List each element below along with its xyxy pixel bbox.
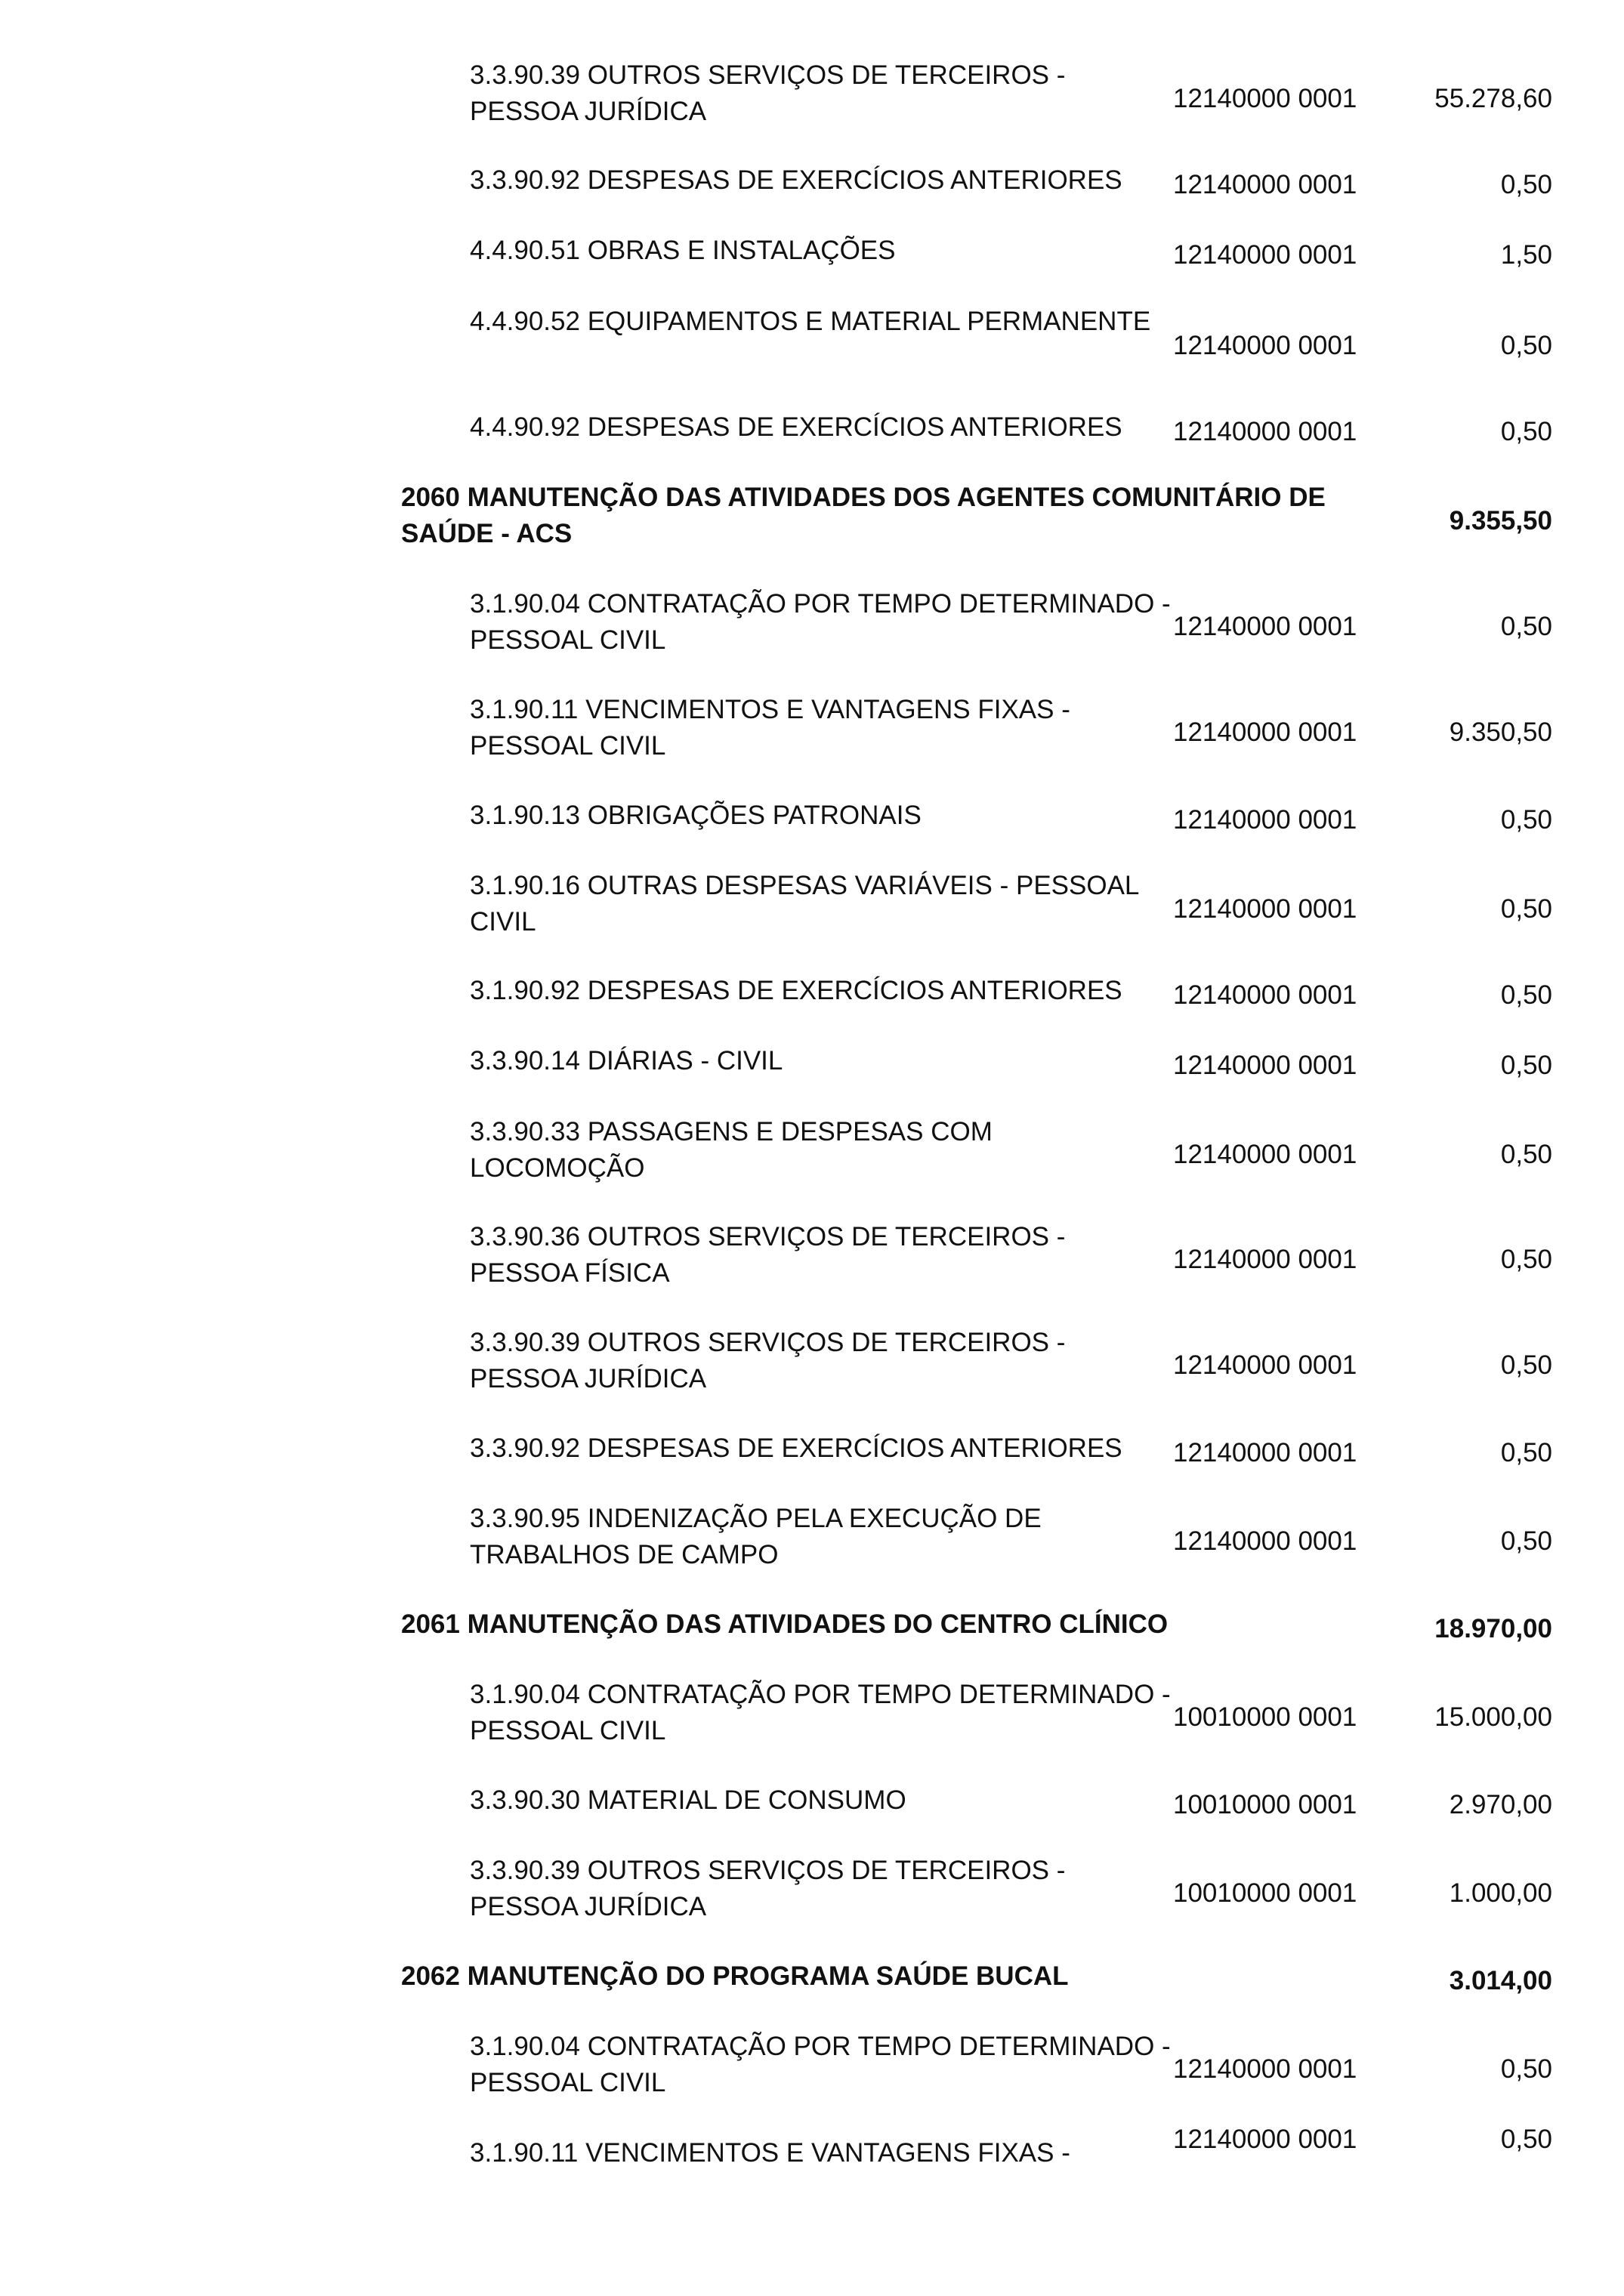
group-total: 18.970,00 (1434, 1614, 1552, 1643)
item-description: 3.1.90.11 VENCIMENTOS E VANTAGENS FIXAS - PESSOAL CIVIL (470, 695, 1070, 761)
item-description: 4.4.90.51 OBRAS E INSTALAÇÕES (470, 236, 896, 265)
item-value: 0,50 (1500, 1438, 1552, 1467)
item-value: 0,50 (1500, 417, 1552, 446)
item-value: 1.000,00 (1449, 1878, 1552, 1908)
resource-code: 12140000 0001 (1173, 718, 1357, 747)
item-value: 0,50 (1500, 1350, 1552, 1380)
item-value: 0,50 (1500, 331, 1552, 360)
item-description: 4.4.90.52 EQUIPAMENTOS E MATERIAL PERMANENTE (470, 307, 1151, 336)
resource-code: 12140000 0001 (1173, 1350, 1357, 1380)
item-description: 3.3.90.39 OUTROS SERVIÇOS DE TERCEIROS - PESSOA JURÍDICA (470, 1856, 1066, 1921)
item-description: 4.4.90.92 DESPESAS DE EXERCÍCIOS ANTERIORES (470, 412, 1122, 442)
resource-code: 12140000 0001 (1173, 84, 1357, 113)
group-title: 2062 MANUTENÇÃO DO PROGRAMA SAÚDE BUCAL (401, 1961, 1069, 1991)
item-description: 3.3.90.92 DESPESAS DE EXERCÍCIOS ANTERIORES (470, 165, 1122, 195)
item-value: 1,50 (1500, 240, 1552, 270)
group-title: 2061 MANUTENÇÃO DAS ATIVIDADES DO CENTRO CLÍNICO (401, 1609, 1169, 1639)
item-value: 0,50 (1500, 1051, 1552, 1080)
item-description: 3.1.90.11 VENCIMENTOS E VANTAGENS FIXAS - (470, 2138, 1070, 2168)
resource-code: 12140000 0001 (1173, 805, 1357, 835)
item-value: 0,50 (1500, 1140, 1552, 1169)
resource-code: 10010000 0001 (1173, 1790, 1357, 1819)
resource-code: 10010000 0001 (1173, 1702, 1357, 1732)
item-description: 3.1.90.04 CONTRATAÇÃO POR TEMPO DETERMINADO - PESSOAL CIVIL (470, 2032, 1171, 2097)
group-total: 3.014,00 (1449, 1966, 1552, 1995)
resource-code: 12140000 0001 (1173, 1051, 1357, 1080)
resource-code: 12140000 0001 (1173, 1140, 1357, 1169)
item-value: 9.350,50 (1449, 718, 1552, 747)
item-description: 3.1.90.16 OUTRAS DESPESAS VARIÁVEIS - PESSOAL CIVIL (470, 871, 1139, 937)
resource-code: 10010000 0001 (1173, 1878, 1357, 1908)
item-value: 0,50 (1500, 894, 1552, 924)
item-description: 3.3.90.30 MATERIAL DE CONSUMO (470, 1785, 906, 1815)
resource-code: 12140000 0001 (1173, 1245, 1357, 1274)
item-description: 3.3.90.95 INDENIZAÇÃO PELA EXECUÇÃO DE TRABALHOS DE CAMPO (470, 1504, 1042, 1569)
item-value: 0,50 (1500, 2125, 1552, 2154)
resource-code: 12140000 0001 (1173, 1438, 1357, 1467)
resource-code: 12140000 0001 (1173, 417, 1357, 446)
item-value: 0,50 (1500, 1526, 1552, 1556)
resource-code: 12140000 0001 (1173, 980, 1357, 1010)
item-value: 0,50 (1500, 805, 1552, 835)
item-description: 3.3.90.14 DIÁRIAS - CIVIL (470, 1046, 783, 1075)
item-value: 2.970,00 (1449, 1790, 1552, 1819)
item-value: 0,50 (1500, 1245, 1552, 1274)
item-description: 3.3.90.33 PASSAGENS E DESPESAS COM LOCOMOÇÃO (470, 1117, 993, 1183)
item-value: 55.278,60 (1434, 84, 1552, 113)
resource-code: 12140000 0001 (1173, 1526, 1357, 1556)
item-description: 3.1.90.92 DESPESAS DE EXERCÍCIOS ANTERIORES (470, 976, 1122, 1005)
item-description: 3.3.90.39 OUTROS SERVIÇOS DE TERCEIROS - PESSOA JURÍDICA (470, 60, 1066, 126)
resource-code: 12140000 0001 (1173, 331, 1357, 360)
group-title: 2060 MANUTENÇÃO DAS ATIVIDADES DOS AGENTES COMUNITÁRIO DE SAÚDE - ACS (401, 483, 1326, 548)
item-description: 3.3.90.92 DESPESAS DE EXERCÍCIOS ANTERIORES (470, 1433, 1122, 1463)
resource-code: 12140000 0001 (1173, 612, 1357, 641)
item-description: 3.1.90.13 OBRIGAÇÕES PATRONAIS (470, 801, 922, 830)
item-value: 0,50 (1500, 612, 1552, 641)
item-description: 3.1.90.04 CONTRATAÇÃO POR TEMPO DETERMINADO - PESSOAL CIVIL (470, 1680, 1171, 1745)
item-description: 3.3.90.39 OUTROS SERVIÇOS DE TERCEIROS - PESSOA JURÍDICA (470, 1328, 1066, 1393)
resource-code: 12140000 0001 (1173, 240, 1357, 270)
resource-code: 12140000 0001 (1173, 894, 1357, 924)
item-value: 15.000,00 (1434, 1702, 1552, 1732)
item-value: 0,50 (1500, 2054, 1552, 2084)
resource-code: 12140000 0001 (1173, 2125, 1357, 2154)
group-total: 9.355,50 (1449, 506, 1552, 535)
item-value: 0,50 (1500, 980, 1552, 1010)
item-value: 0,50 (1500, 170, 1552, 199)
item-description: 3.3.90.36 OUTROS SERVIÇOS DE TERCEIROS - PESSOA FÍSICA (470, 1222, 1066, 1288)
resource-code: 12140000 0001 (1173, 170, 1357, 199)
item-description: 3.1.90.04 CONTRATAÇÃO POR TEMPO DETERMINADO - PESSOAL CIVIL (470, 589, 1171, 655)
resource-code: 12140000 0001 (1173, 2054, 1357, 2084)
